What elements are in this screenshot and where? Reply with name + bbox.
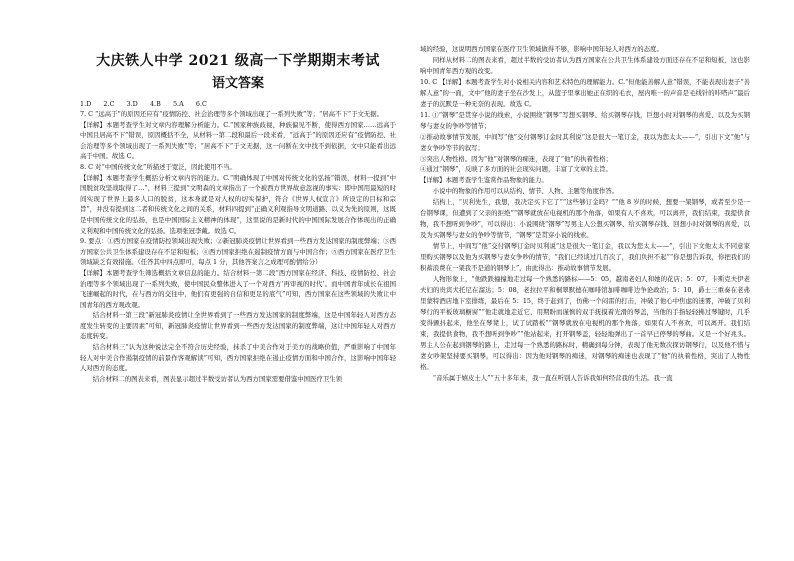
- paragraph: 7. C “远高于”的原因还应有“疫情防控、社会治理等多个领域出现了一系列失败”等；“居高不下”于文无据。: [80, 110, 384, 118]
- right-paragraphs: [420, 44, 750, 384]
- paragraph: ②推动故事情节发展，中间写“他”交付钢琴订金时其利说“这是很大一笔订金，我以为您太太——”，引出下文“他”与妻女争吵等节的叙写；: [420, 132, 750, 152]
- paragraph: 【详解】本题考查学生鉴赏作品物象的能力。: [420, 176, 548, 185]
- right-column: [420, 0, 750, 384]
- paragraph: 11. ①“钢琴”是贯穿小说的线索，小说围绕“钢琴”写想买钢琴、给买钢琴存钱，巨想小时对钢琴的喜爱、以及为买钢琴与妻女的争吵等情节；: [420, 110, 750, 130]
- paragraph: 情节上，中间写“他”交付钢琴订金时贝利说“这是很大一笔订金，我以为您太太——”，引出下文他太太不同意家里购买钢琴以及他为买钢琴与妻女争吵的情节，“我们已经谈过几百次了，我们负担不起”“你是想告诉我，你把我们的积蓄浪费在一架我不是道的钢琴上”，由此得出：推动故事情节发展。: [420, 242, 750, 273]
- paragraph: 结合材料三“认为这种说法完全不符合历史经验，抹杀了中美合作对于美方的战略价值，严重影响了中国年轻人对中美合作遏制疫情的前景作客观解读”可知，西方国家拒绝在遏止疫情方面和中国合作，这影响中国年轻人对西方的态度。: [80, 343, 396, 373]
- multiple-choice-answers: 1.D 2.C 3.D 4.B 5.A 6.C: [80, 100, 207, 108]
- paragraph: 结构上，“贝利先生，我想，我决定买下它了”“这些够订金吗？”“他 8 岁的时候，想要一架钢琴，或者至少是一台钢琴课，但遭到了父亲的拒绝”“钢琴就放在电视机的那个角落，如果有人不喜欢，可以离开，我们结束，我提供食物，我不想听到争吵”，可以得出：小说围绕“钢琴”写男主人公想买钢琴、给买钢琴存钱、回想小时对钢琴的喜爱，以及为买钢琴与妻女的争吵等情节，“钢琴”是贯穿小说的线索。: [420, 198, 750, 240]
- paragraph: 10. C 【详解】本题考查学生对小说相关内容和艺术特色的理解能力。C.“但他能善解人意”错误，不能表现出妻子“善解人意”的一面，文中“他的妻子坐在沙发上，从篮子里拿出她正在织的毛衣，屋内唯一的声音是毛线针的咔嗒声”最后妻子的沉默是一种无奈的表现。故选 C。: [420, 77, 750, 108]
- paragraph: 8. C 对“中国传统文化”所描述于宽泛，因此使用不当。: [80, 162, 236, 171]
- left-column: [80, 0, 396, 384]
- paragraph: 结合材料一第三段“新冠肺炎疫情让全世界看到了一些西方发达国家的制度弊端，这是中国年轻人对西方态度发生转变的主要因素”可知，新冠肺炎疫情让世界看到一些西方发达国家的制度弊端，这让中国年轻人对西方态度转变。: [80, 311, 396, 341]
- paragraph: ④通过“钢琴”，反映了多方面的社会现实问题，丰富了文章的主旨。: [420, 165, 612, 174]
- paragraph: 人物形象上，“他跌跌撞撞地走过每一个熟悉的路标——5：05，越南老妇人和她的花店；5：07，卡斯克夫伊老夫妇的贵宾犬托尼在溜达；5：08，老拉拉平和桐翠默德在咖啡馆加啡咖啡边争论政治；5：10，爵士三重奏在老弗里蒙特酒店地下室排练，最后在 5：15，终于赶到了，仿佛一个闷雷的打击，冲破了他心中焦虑的迷雾，冲破了贝利琴行的平板玻璃橱窗”“他走就地走近它，用期盼而谨慎的双手抚摸着光滑的琴盖，当他的手指轻轻拂过琴键时，几乎变得颤抖起来，他坐在琴凳上，试了试踏板”“钢琴就放在电视机的那个角落，如果有人不喜欢，可以离开。我们结束，我提供食物，我不想听到争吵”“他站起来，打开钢琴盖，轻轻地弹出了一首早已停琴的琴曲。又是一个好兆头。男主人公在起到钢琴的路上，走过每一个熟悉的路标时，精确到每分钟，表现了他无数次探访钢琴行，以及他不惜与妻女吵架坚持要买钢琴，可以得出：因为他对钢琴的痴迷，对钢琴的痴迷也表现了“他”的执着性格，突出了人物性格。: [420, 275, 750, 371]
- left-paragraphs: [80, 109, 396, 384]
- paragraph: ③突出人物性格。因为“他”对钢琴的痴迷，表现了“他”的执着性格；: [420, 154, 613, 163]
- document-title: 大庆铁人中学 2021 级高一下学期期末考试: [96, 53, 380, 69]
- paragraph: 结合材料二的图表来看，图表显示超过半数受访者认为西方国家需要借鉴中国医疗卫生领: [92, 374, 343, 383]
- paragraph: 小说中的物象的作用可以从结构、情节、人物、主题等角度作答。: [432, 187, 619, 196]
- paragraph: 【详解】本题考查学生对文章内容理解分析能力。C.“国家种族歧视、种族偏见不断，使得西方国家……远高于中国且居高不下”错误，原因概括不全，从材料一第二段和最后一段来看，“远高于”的原因还应有“疫情防控、社会治理等多个领域出现了一系列失败”等；“居高不下”于文无据，这一问断在文中找不到依据，文中只能看出远高于中国。故选 C。: [80, 120, 396, 161]
- paragraph: 9. 要点：①西方国家在疫情防控领域出现失败；②新冠肺炎疫情让世界看到一些西方发达国家的制度弊端；③西方国家公共卫生体系建设存在不足和短板；④西方国家拒绝在遏制疫情方面与中国合作；⑤西方国家在医疗卫生领域缺乏有效措施。（任答其中四点即可，每点 1 分，其他答案言之成理可酌情给分）: [80, 237, 396, 267]
- paragraph: “音乐属于嬉皮士人”“五十多年来，我一直在听别人告诉我如何经营我的生活。我一直: [432, 373, 673, 382]
- paragraph: 同样从材料二的图表来看，超过半数的受访者认为西方国家在公共卫生体系建设方面还存在不足和短板，这也影响中国青年西方观的改变。: [420, 55, 750, 75]
- paragraph: 域的经验，这说明西方国家在医疗卫生领域做得不够，影响中国年轻人对西方的态度。: [420, 45, 663, 53]
- document-subtitle: 语文答案: [211, 76, 264, 91]
- paragraph: 【详解】本题考查学生概括分析文章内容的能力。C.“明确体现了中国对传统文化的弘扬”错误，材料一提到“中国脱贫攻坚战取得了…”，材料三提到“文明森的文章指出了一个被西方世界故意忽视的事实：即中国用最短的时间实现了世界上最多人口的脱贫，这本身就是对人权的切实保护，符合《世界人权宣言》所设定的目标和宗旨”，并没有提到这二者和传统文化之间的关系，材料四提到“正确义利观指导文明道路、以义为先的原则，这既是中国传统文化的弘扬，也是中国国际主义精神的体现”，这里说的是新时代的中国国际发展合作体现出的正确义利观和中国传统文化的弘扬。选项张冠李戴。故选 C。: [80, 173, 396, 235]
- paragraph: 【详解】本题考查学生筛选概括文章信息的能力。结合材料一第二段“西方国家在经济、科技、疫情防控、社会治理等多个领域出现了一系列失败，使中国民众整体进入了一个对西方‘再审视的时代’。而中国青年成长在祖国飞速崛起的时代，在与西方的交往中，他们有更强的自信和更足的底气”可知，西方国家在这些领域的失败让中国青年的西方观改观。: [80, 268, 396, 309]
